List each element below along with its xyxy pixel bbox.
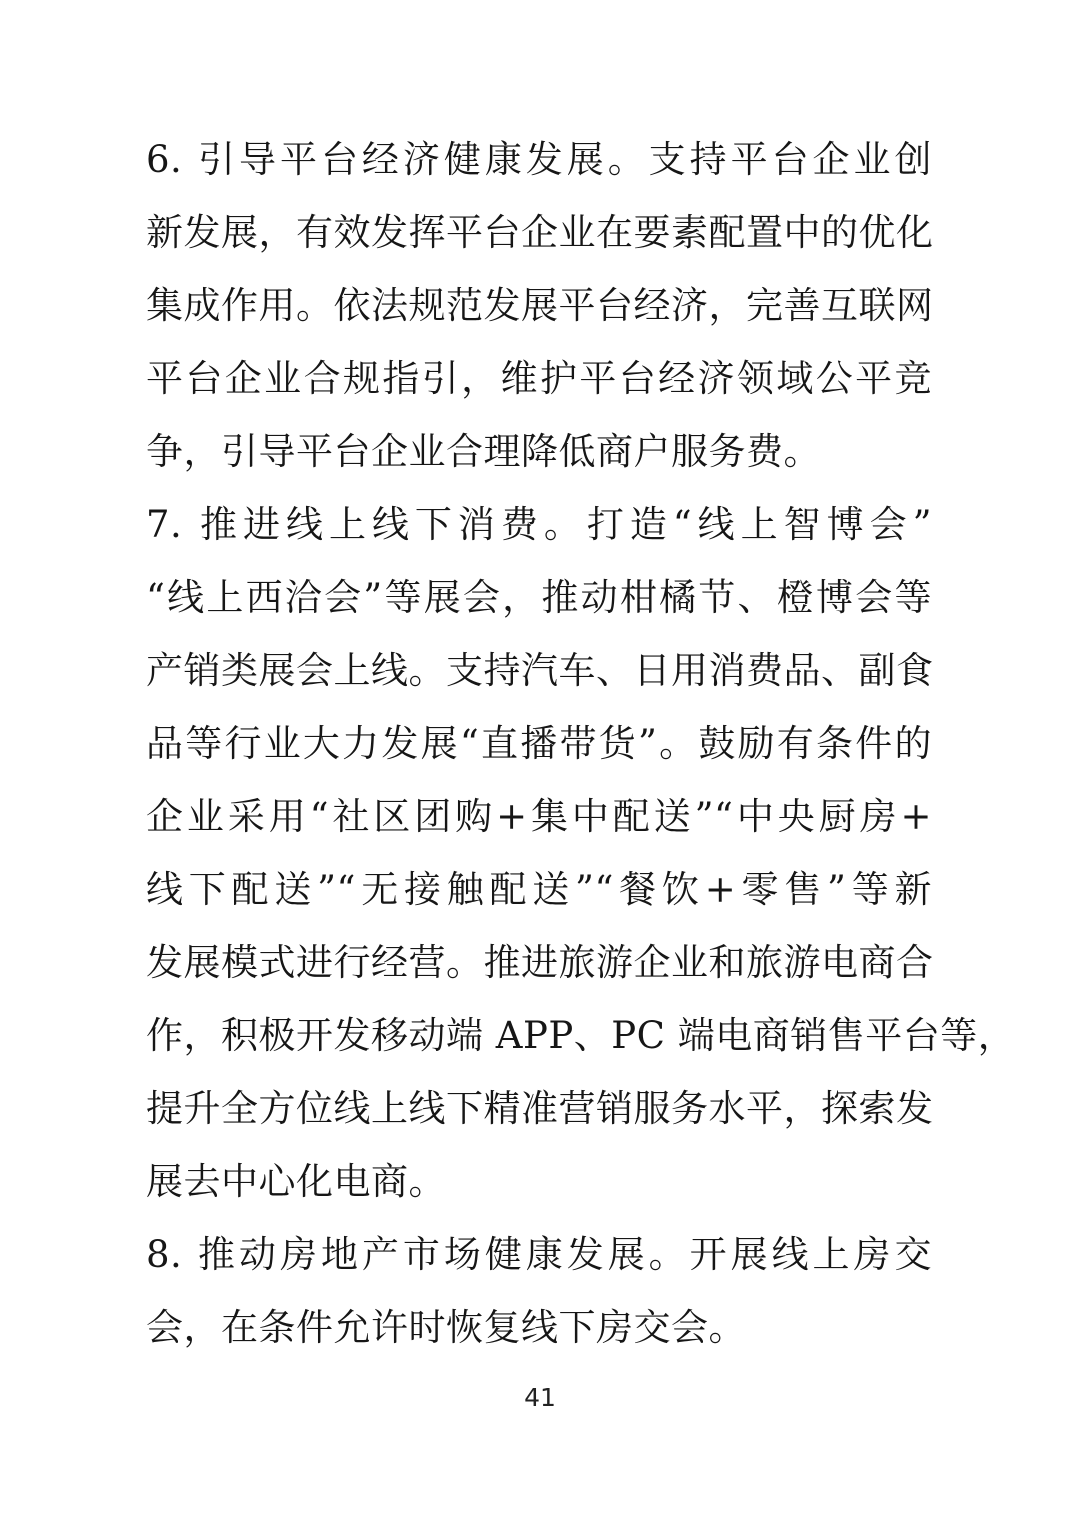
text-line: 品等行业大力发展“直播带货”。鼓励有条件的 bbox=[146, 722, 932, 765]
text-line: 集成作用。依法规范发展平台经济，完善互联网 bbox=[146, 284, 934, 327]
text-line: 提升全方位线上线下精准营销服务水平，探索发 bbox=[146, 1087, 934, 1130]
text-line: 会，在条件允许时恢复线下房交会。 bbox=[146, 1306, 746, 1349]
text-line: 作，积极开发移动端 APP、PC 端电商销售平台等， bbox=[146, 1014, 1016, 1057]
text-line: 8. 推动房地产市场健康发展。开展线上房交 bbox=[146, 1233, 932, 1276]
page-number: 41 bbox=[524, 1383, 556, 1412]
text-line: 6. 引导平台经济健康发展。支持平台企业创 bbox=[146, 138, 932, 181]
text-line: 展去中心化电商。 bbox=[146, 1160, 446, 1203]
text-line: “线上西洽会”等展会，推动柑橘节、橙博会等 bbox=[146, 576, 932, 619]
text-line: 企业采用“社区团购+集中配送”“中央厨房+ bbox=[146, 795, 932, 838]
text-line: 新发展，有效发挥平台企业在要素配置中的优化 bbox=[146, 211, 934, 254]
text-line: 产销类展会上线。支持汽车、日用消费品、副食 bbox=[146, 649, 934, 692]
text-line: 7. 推进线上线下消费。打造“线上智博会” bbox=[146, 503, 932, 546]
text-line: 争，引导平台企业合理降低商户服务费。 bbox=[146, 430, 821, 473]
text-line: 线下配送”“无接触配送”“餐饮+零售”等新 bbox=[146, 868, 932, 911]
text-line: 平台企业合规指引，维护平台经济领域公平竞 bbox=[146, 357, 932, 400]
text-line: 发展模式进行经营。推进旅游企业和旅游电商合 bbox=[146, 941, 934, 984]
